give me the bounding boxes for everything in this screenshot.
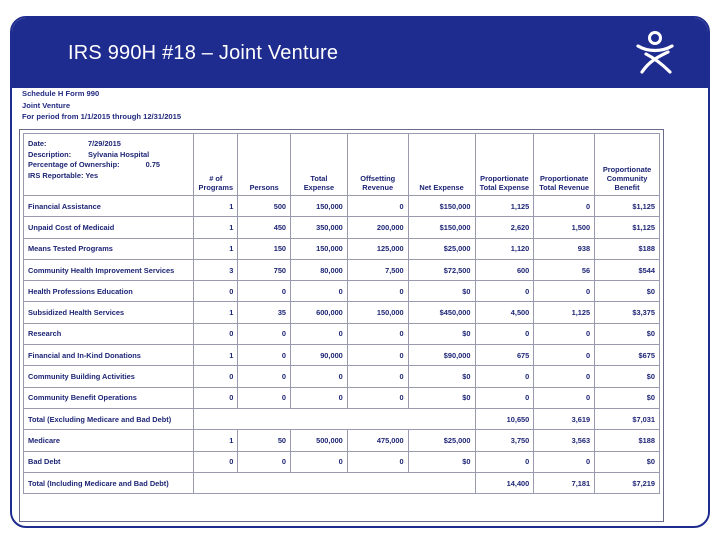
ownership-value: 0.75 bbox=[145, 160, 161, 169]
value-cell: 0 bbox=[475, 366, 534, 387]
value-cell: 0 bbox=[291, 366, 348, 387]
value-cell: 0 bbox=[291, 387, 348, 408]
schedule-table bbox=[23, 133, 660, 494]
value-cell: 0 bbox=[238, 345, 291, 366]
value-cell: 0 bbox=[194, 387, 238, 408]
value-cell: 1 bbox=[194, 302, 238, 323]
value-cell: 0 bbox=[238, 366, 291, 387]
value-cell: 0 bbox=[534, 196, 595, 217]
value-cell: $0 bbox=[595, 323, 660, 344]
col-header: Net Expense bbox=[408, 134, 475, 196]
row-label: Financial Assistance bbox=[24, 196, 194, 217]
document-header bbox=[22, 88, 181, 123]
row-label: Medicare bbox=[24, 430, 194, 451]
row-label: Community Health Improvement Services bbox=[24, 259, 194, 280]
value-cell: $188 bbox=[595, 430, 660, 451]
value-cell: $450,000 bbox=[408, 302, 475, 323]
value-cell: 200,000 bbox=[347, 217, 408, 238]
description-value: Sylvania Hospital bbox=[88, 149, 150, 159]
col-header: Offsetting Revenue bbox=[347, 134, 408, 196]
total-cell: 10,650 bbox=[475, 408, 534, 429]
description-label: Description: bbox=[28, 149, 72, 159]
value-cell: 350,000 bbox=[291, 217, 348, 238]
table-row bbox=[24, 238, 660, 259]
value-cell: $0 bbox=[595, 366, 660, 387]
value-cell: 500,000 bbox=[291, 430, 348, 451]
col-header: # of Programs bbox=[194, 134, 238, 196]
value-cell: 3 bbox=[194, 259, 238, 280]
value-cell: 150,000 bbox=[291, 196, 348, 217]
table-row bbox=[24, 451, 660, 472]
value-cell: 0 bbox=[238, 451, 291, 472]
value-cell: 1 bbox=[194, 345, 238, 366]
value-cell: 0 bbox=[238, 387, 291, 408]
col-header: Proportionate Community Benefit bbox=[595, 134, 660, 196]
dancing-figure-icon bbox=[632, 30, 678, 76]
value-cell: 35 bbox=[238, 302, 291, 323]
value-cell: $0 bbox=[408, 281, 475, 302]
value-cell: $90,000 bbox=[408, 345, 475, 366]
report-type: Joint Venture bbox=[22, 100, 71, 110]
value-cell: 0 bbox=[291, 451, 348, 472]
value-cell: $0 bbox=[595, 281, 660, 302]
total-cell: 7,181 bbox=[534, 472, 595, 493]
table-row bbox=[24, 302, 660, 323]
value-cell: 0 bbox=[291, 323, 348, 344]
value-cell: $0 bbox=[408, 323, 475, 344]
col-header: Persons bbox=[238, 134, 291, 196]
value-cell: $1,125 bbox=[595, 217, 660, 238]
value-cell: 150,000 bbox=[291, 238, 348, 259]
value-cell: 1 bbox=[194, 430, 238, 451]
value-cell: $0 bbox=[408, 366, 475, 387]
value-cell: 50 bbox=[238, 430, 291, 451]
value-cell: $72,500 bbox=[408, 259, 475, 280]
row-label: Community Building Activities bbox=[24, 366, 194, 387]
table-row bbox=[24, 430, 660, 451]
value-cell: 3,563 bbox=[534, 430, 595, 451]
value-cell: 0 bbox=[534, 281, 595, 302]
value-cell: 56 bbox=[534, 259, 595, 280]
row-label: Subsidized Health Services bbox=[24, 302, 194, 323]
row-label: Unpaid Cost of Medicaid bbox=[24, 217, 194, 238]
value-cell: 3,750 bbox=[475, 430, 534, 451]
total-cell: $7,031 bbox=[595, 408, 660, 429]
table-row bbox=[24, 217, 660, 238]
value-cell: 0 bbox=[475, 451, 534, 472]
value-cell: 2,620 bbox=[475, 217, 534, 238]
empty-cell bbox=[194, 408, 475, 429]
value-cell: 0 bbox=[347, 196, 408, 217]
date-value: 7/29/2015 bbox=[88, 139, 121, 148]
total-cell: 14,400 bbox=[475, 472, 534, 493]
row-label: Total (Including Medicare and Bad Debt) bbox=[24, 472, 194, 493]
table-row bbox=[24, 196, 660, 217]
table-header-row bbox=[24, 134, 660, 196]
value-cell: 0 bbox=[291, 281, 348, 302]
value-cell: 0 bbox=[475, 387, 534, 408]
value-cell: 0 bbox=[347, 451, 408, 472]
value-cell: $150,000 bbox=[408, 196, 475, 217]
table-row bbox=[24, 366, 660, 387]
value-cell: 475,000 bbox=[347, 430, 408, 451]
value-cell: 0 bbox=[238, 323, 291, 344]
value-cell: $0 bbox=[595, 451, 660, 472]
date-label: Date: bbox=[28, 139, 47, 148]
value-cell: 1 bbox=[194, 217, 238, 238]
table-row bbox=[24, 345, 660, 366]
value-cell: 1,125 bbox=[475, 196, 534, 217]
value-cell: $1,125 bbox=[595, 196, 660, 217]
value-cell: 1 bbox=[194, 238, 238, 259]
value-cell: 600,000 bbox=[291, 302, 348, 323]
row-label: Bad Debt bbox=[24, 451, 194, 472]
value-cell: 0 bbox=[347, 345, 408, 366]
value-cell: 1 bbox=[194, 196, 238, 217]
value-cell: 7,500 bbox=[347, 259, 408, 280]
value-cell: 0 bbox=[534, 345, 595, 366]
row-label: Total (Excluding Medicare and Bad Debt) bbox=[24, 408, 194, 429]
value-cell: 600 bbox=[475, 259, 534, 280]
value-cell: 0 bbox=[475, 323, 534, 344]
value-cell: 0 bbox=[194, 451, 238, 472]
value-cell: $25,000 bbox=[408, 430, 475, 451]
row-label: Means Tested Programs bbox=[24, 238, 194, 259]
value-cell: 80,000 bbox=[291, 259, 348, 280]
slide-title: IRS 990H #18 – Joint Venture bbox=[68, 42, 339, 64]
value-cell: 90,000 bbox=[291, 345, 348, 366]
value-cell: $544 bbox=[595, 259, 660, 280]
total-cell: $7,219 bbox=[595, 472, 660, 493]
value-cell: 0 bbox=[347, 281, 408, 302]
title-bar bbox=[12, 18, 708, 88]
value-cell: 0 bbox=[475, 281, 534, 302]
value-cell: 0 bbox=[194, 281, 238, 302]
meta-info bbox=[24, 134, 194, 196]
table-row bbox=[24, 259, 660, 280]
value-cell: 0 bbox=[194, 366, 238, 387]
row-label: Community Benefit Operations bbox=[24, 387, 194, 408]
value-cell: 450 bbox=[238, 217, 291, 238]
table-row bbox=[24, 323, 660, 344]
value-cell: $3,375 bbox=[595, 302, 660, 323]
total-cell: 3,619 bbox=[534, 408, 595, 429]
table-row bbox=[24, 281, 660, 302]
table-row bbox=[24, 408, 660, 429]
value-cell: 0 bbox=[238, 281, 291, 302]
value-cell: 1,500 bbox=[534, 217, 595, 238]
value-cell: 750 bbox=[238, 259, 291, 280]
value-cell: 0 bbox=[347, 366, 408, 387]
value-cell: $25,000 bbox=[408, 238, 475, 259]
value-cell: $188 bbox=[595, 238, 660, 259]
value-cell: 938 bbox=[534, 238, 595, 259]
form-name: Schedule H Form 990 bbox=[22, 89, 100, 98]
value-cell: 0 bbox=[194, 323, 238, 344]
row-label: Health Professions Education bbox=[24, 281, 194, 302]
value-cell: $675 bbox=[595, 345, 660, 366]
value-cell: $0 bbox=[408, 451, 475, 472]
report-period: For period from 1/1/2015 through 12/31/2015 bbox=[22, 112, 182, 121]
value-cell: 0 bbox=[347, 323, 408, 344]
value-cell: 150 bbox=[238, 238, 291, 259]
value-cell: $0 bbox=[408, 387, 475, 408]
value-cell: 0 bbox=[534, 366, 595, 387]
ownership-label: Percentage of Ownership: bbox=[28, 160, 120, 169]
value-cell: $150,000 bbox=[408, 217, 475, 238]
row-label: Financial and In-Kind Donations bbox=[24, 345, 194, 366]
table-row bbox=[24, 472, 660, 493]
value-cell: 4,500 bbox=[475, 302, 534, 323]
value-cell: 1,125 bbox=[534, 302, 595, 323]
value-cell: 125,000 bbox=[347, 238, 408, 259]
value-cell: 0 bbox=[347, 387, 408, 408]
value-cell: 500 bbox=[238, 196, 291, 217]
value-cell: 0 bbox=[534, 323, 595, 344]
col-header: Proportionate Total Revenue bbox=[534, 134, 595, 196]
value-cell: 150,000 bbox=[347, 302, 408, 323]
schedule-table-box bbox=[19, 129, 664, 522]
value-cell: 0 bbox=[534, 387, 595, 408]
value-cell: $0 bbox=[595, 387, 660, 408]
empty-cell bbox=[194, 472, 475, 493]
row-label: Research bbox=[24, 323, 194, 344]
value-cell: 1,120 bbox=[475, 238, 534, 259]
reportable-label: IRS Reportable: Yes bbox=[28, 170, 99, 180]
col-header: Proportionate Total Expense bbox=[475, 134, 534, 196]
col-header: Total Expense bbox=[291, 134, 348, 196]
value-cell: 675 bbox=[475, 345, 534, 366]
table-row bbox=[24, 387, 660, 408]
value-cell: 0 bbox=[534, 451, 595, 472]
